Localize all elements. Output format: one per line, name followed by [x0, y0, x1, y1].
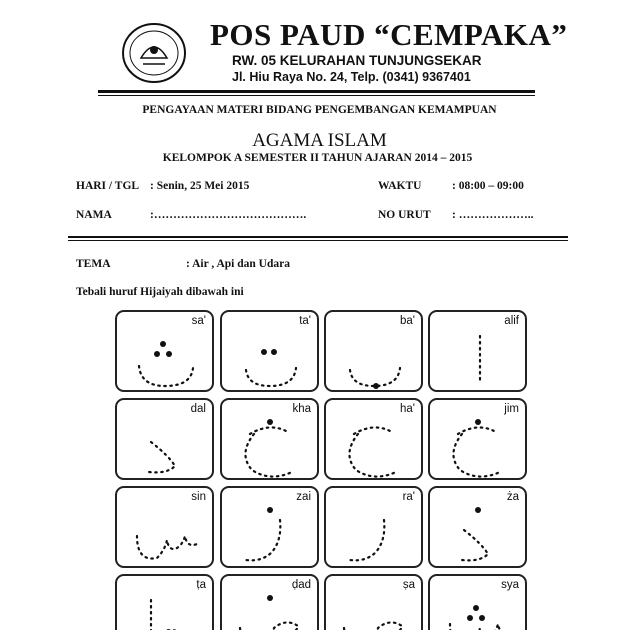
dotted-stroke: [246, 520, 280, 560]
letter-name: zai: [296, 491, 311, 503]
theme-value: : Air , Api dan Udara: [186, 258, 290, 270]
tracing-glyph-icon[interactable]: [326, 488, 421, 566]
letter-name: ha': [400, 403, 415, 415]
letter-card: [428, 486, 527, 568]
dotted-stroke: [245, 427, 292, 476]
tracing-glyph-icon[interactable]: [326, 400, 421, 478]
name-field[interactable]: :………………………………….: [150, 209, 307, 221]
tracing-glyph-icon[interactable]: [117, 400, 212, 478]
dotted-stroke: [453, 427, 500, 476]
letter-name: jim: [504, 403, 519, 415]
letter-name: sa': [191, 315, 206, 327]
tracing-glyph-icon[interactable]: [222, 576, 317, 630]
letter-card: [220, 486, 319, 568]
group-heading: KELOMPOK A SEMESTER II TAHUN AJARAN 2014 – 2015: [162, 152, 473, 164]
letter-card: [220, 574, 319, 630]
letter-card: [324, 310, 423, 392]
letter-dot: [267, 419, 273, 425]
letter-card: [115, 310, 214, 392]
letter-dot: [473, 605, 479, 611]
tracing-glyph-icon[interactable]: [222, 400, 317, 478]
letter-name: sin: [191, 491, 206, 503]
number-field[interactable]: : ………………..: [452, 209, 534, 221]
dotted-stroke: [246, 368, 296, 386]
letter-dot: [271, 349, 277, 355]
dotted-stroke: [450, 624, 510, 630]
letter-card: [428, 398, 527, 480]
letter-dot: [261, 349, 267, 355]
letter-dot: [154, 351, 160, 357]
tracing-glyph-icon[interactable]: [326, 576, 421, 630]
tracing-glyph-icon[interactable]: [326, 312, 421, 390]
letter-dot: [475, 507, 481, 513]
letter-dot: [267, 507, 273, 513]
letter-dot: [166, 351, 172, 357]
instruction-text: Tebali huruf Hijaiyah dibawah ini: [76, 286, 244, 298]
tracing-glyph-icon[interactable]: [117, 312, 212, 390]
letter-dot: [373, 383, 379, 389]
dotted-stroke: [350, 520, 384, 560]
main-heading: AGAMA ISLAM: [252, 130, 387, 151]
letter-card: [324, 398, 423, 480]
tracing-glyph-icon[interactable]: [117, 488, 212, 566]
letter-name: ḍad: [291, 579, 311, 591]
name-label: NAMA: [76, 209, 112, 221]
tracing-glyph-icon[interactable]: [222, 488, 317, 566]
letter-name: kha: [292, 403, 311, 415]
tracing-glyph-icon[interactable]: [430, 400, 525, 478]
sub-heading: PENGAYAAN MATERI BIDANG PENGEMBANGAN KEMAMPUAN: [142, 104, 497, 116]
letter-dot: [479, 615, 485, 621]
dotted-stroke: [349, 427, 396, 476]
school-logo: [121, 22, 187, 84]
dotted-stroke: [149, 442, 175, 472]
number-label: NO URUT: [378, 209, 431, 221]
tracing-glyph-icon[interactable]: [222, 312, 317, 390]
day-label: HARI / TGL: [76, 180, 140, 192]
school-name: POS PAUD “CEMPAKA”: [210, 17, 568, 52]
dotted-stroke: [344, 622, 402, 630]
tracing-glyph-icon[interactable]: [430, 488, 525, 566]
dotted-stroke: [462, 530, 488, 560]
tracing-glyph-icon[interactable]: [117, 576, 212, 630]
letter-dot: [467, 615, 473, 621]
letter-name: ta': [299, 315, 311, 327]
letter-card: [428, 310, 527, 392]
letter-name: sya: [501, 579, 519, 591]
letter-card: [220, 310, 319, 392]
letter-name: dal: [190, 403, 206, 415]
letter-card: [115, 398, 214, 480]
letter-card: [428, 574, 527, 630]
theme-label: TEMA: [76, 258, 111, 270]
section-divider-thick: [68, 236, 568, 238]
letter-name: ṣa: [402, 579, 415, 591]
dotted-stroke: [147, 600, 187, 630]
tracing-glyph-icon[interactable]: [430, 312, 525, 390]
letter-card: [115, 574, 214, 630]
letter-name: ṭa: [196, 579, 206, 591]
letter-dot: [160, 341, 166, 347]
dotted-stroke: [139, 366, 193, 386]
school-address: Jl. Hiu Raya No. 24, Telp. (0341) 9367401: [232, 70, 471, 84]
school-subtitle: RW. 05 KELURAHAN TUNJUNGSEKAR: [232, 53, 482, 68]
time-label: WAKTU: [378, 180, 422, 192]
letter-name: ra': [402, 491, 415, 503]
dotted-stroke: [240, 622, 298, 630]
letter-dot: [267, 595, 273, 601]
letter-card: [115, 486, 214, 568]
dotted-stroke: [137, 536, 197, 559]
day-value: : Senin, 25 Mei 2015: [150, 180, 250, 192]
time-value: : 08:00 – 09:00: [452, 180, 524, 192]
letter-name: alif: [504, 315, 519, 327]
letter-card: [220, 398, 319, 480]
tracing-glyph-icon[interactable]: [430, 576, 525, 630]
letter-card: [324, 486, 423, 568]
letterhead-divider-thin: [98, 95, 535, 96]
letterhead-divider-thick: [98, 90, 535, 93]
letter-name: ża: [506, 491, 519, 503]
hijaiyah-tracing-grid: [108, 302, 544, 630]
letter-card: [324, 574, 423, 630]
letter-dot: [475, 419, 481, 425]
section-divider-thin: [68, 240, 568, 241]
letter-name: ba': [400, 315, 415, 327]
